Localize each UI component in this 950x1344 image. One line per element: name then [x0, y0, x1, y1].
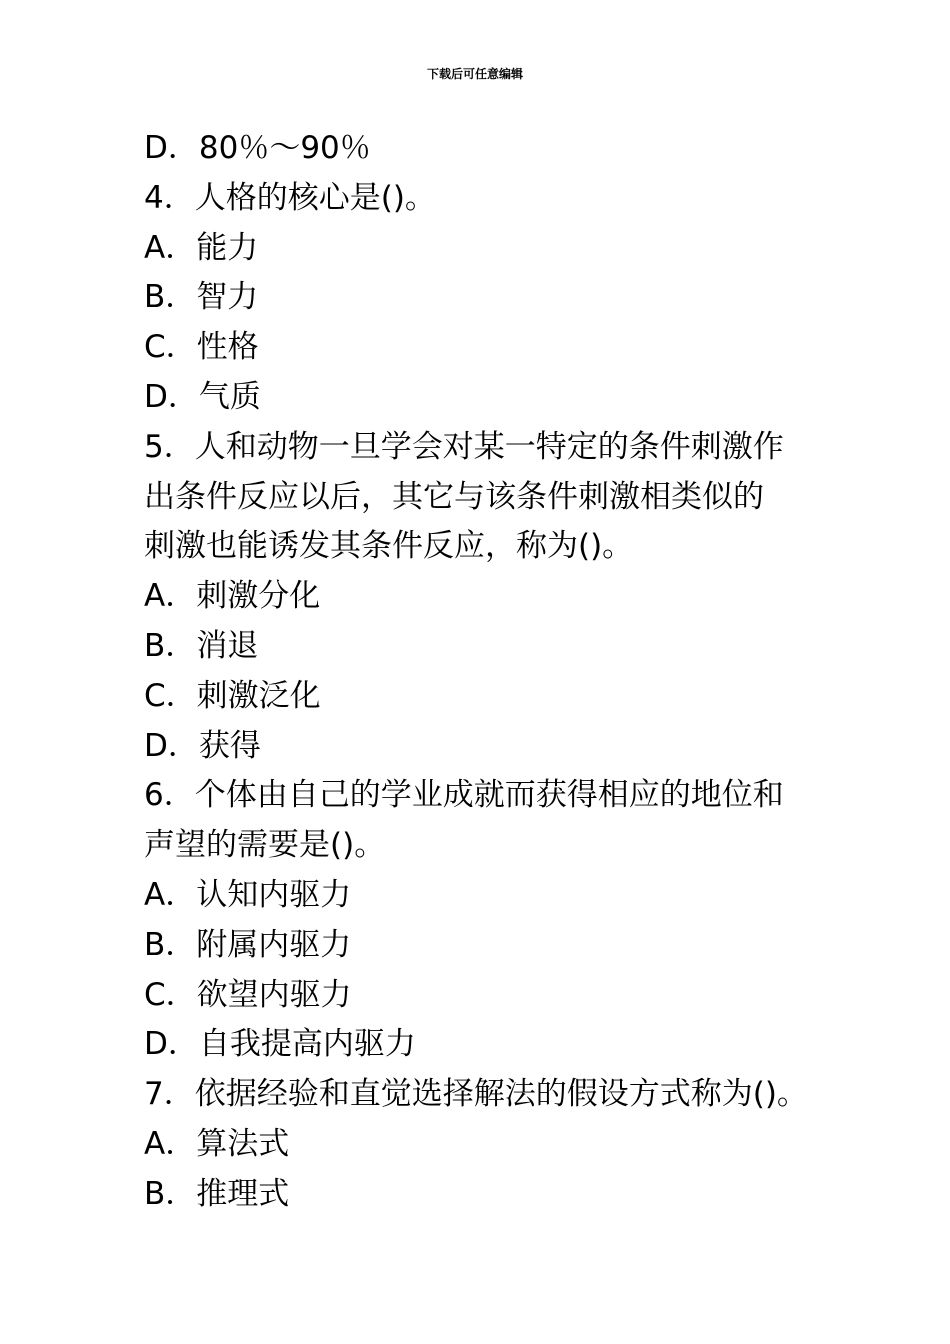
option-3d: D．80％～90％	[144, 130, 371, 166]
question-4: 4．人格的核心是()。	[144, 179, 436, 216]
option-4b: B．智力	[144, 279, 259, 316]
option-6d: D．自我提高内驱力	[144, 1026, 416, 1063]
option-4d: D．气质	[144, 378, 261, 415]
question-5-line-2: 出条件反应以后，其它与该条件刺激相类似的	[144, 478, 764, 515]
option-5d: D．获得	[144, 727, 261, 764]
question-6-line-2: 声望的需要是()。	[144, 827, 386, 864]
option-4a: A．能力	[144, 229, 259, 266]
option-5b: B．消退	[144, 627, 259, 664]
option-6b: B．附属内驱力	[144, 926, 352, 963]
option-5a: A．刺激分化	[144, 578, 321, 615]
question-5-line-3: 刺激也能诱发其条件反应，称为()。	[144, 528, 634, 565]
question-6-line-1: 6．个体由自己的学业成就而获得相应的地位和	[144, 777, 784, 814]
document-body	[144, 124, 824, 1220]
page-header: 下载后可任意编辑	[426, 67, 523, 81]
option-6c: C．欲望内驱力	[144, 976, 352, 1013]
option-5c: C．刺激泛化	[144, 677, 321, 714]
option-6a: A．认知内驱力	[144, 876, 352, 913]
question-5-line-1: 5．人和动物一旦学会对某一特定的条件刺激作	[144, 428, 784, 465]
option-4c: C．性格	[144, 329, 259, 366]
option-7b: B．推理式	[144, 1175, 290, 1212]
question-7: 7．依据经验和直觉选择解法的假设方式称为()。	[144, 1076, 808, 1113]
option-7a: A．算法式	[144, 1125, 290, 1162]
